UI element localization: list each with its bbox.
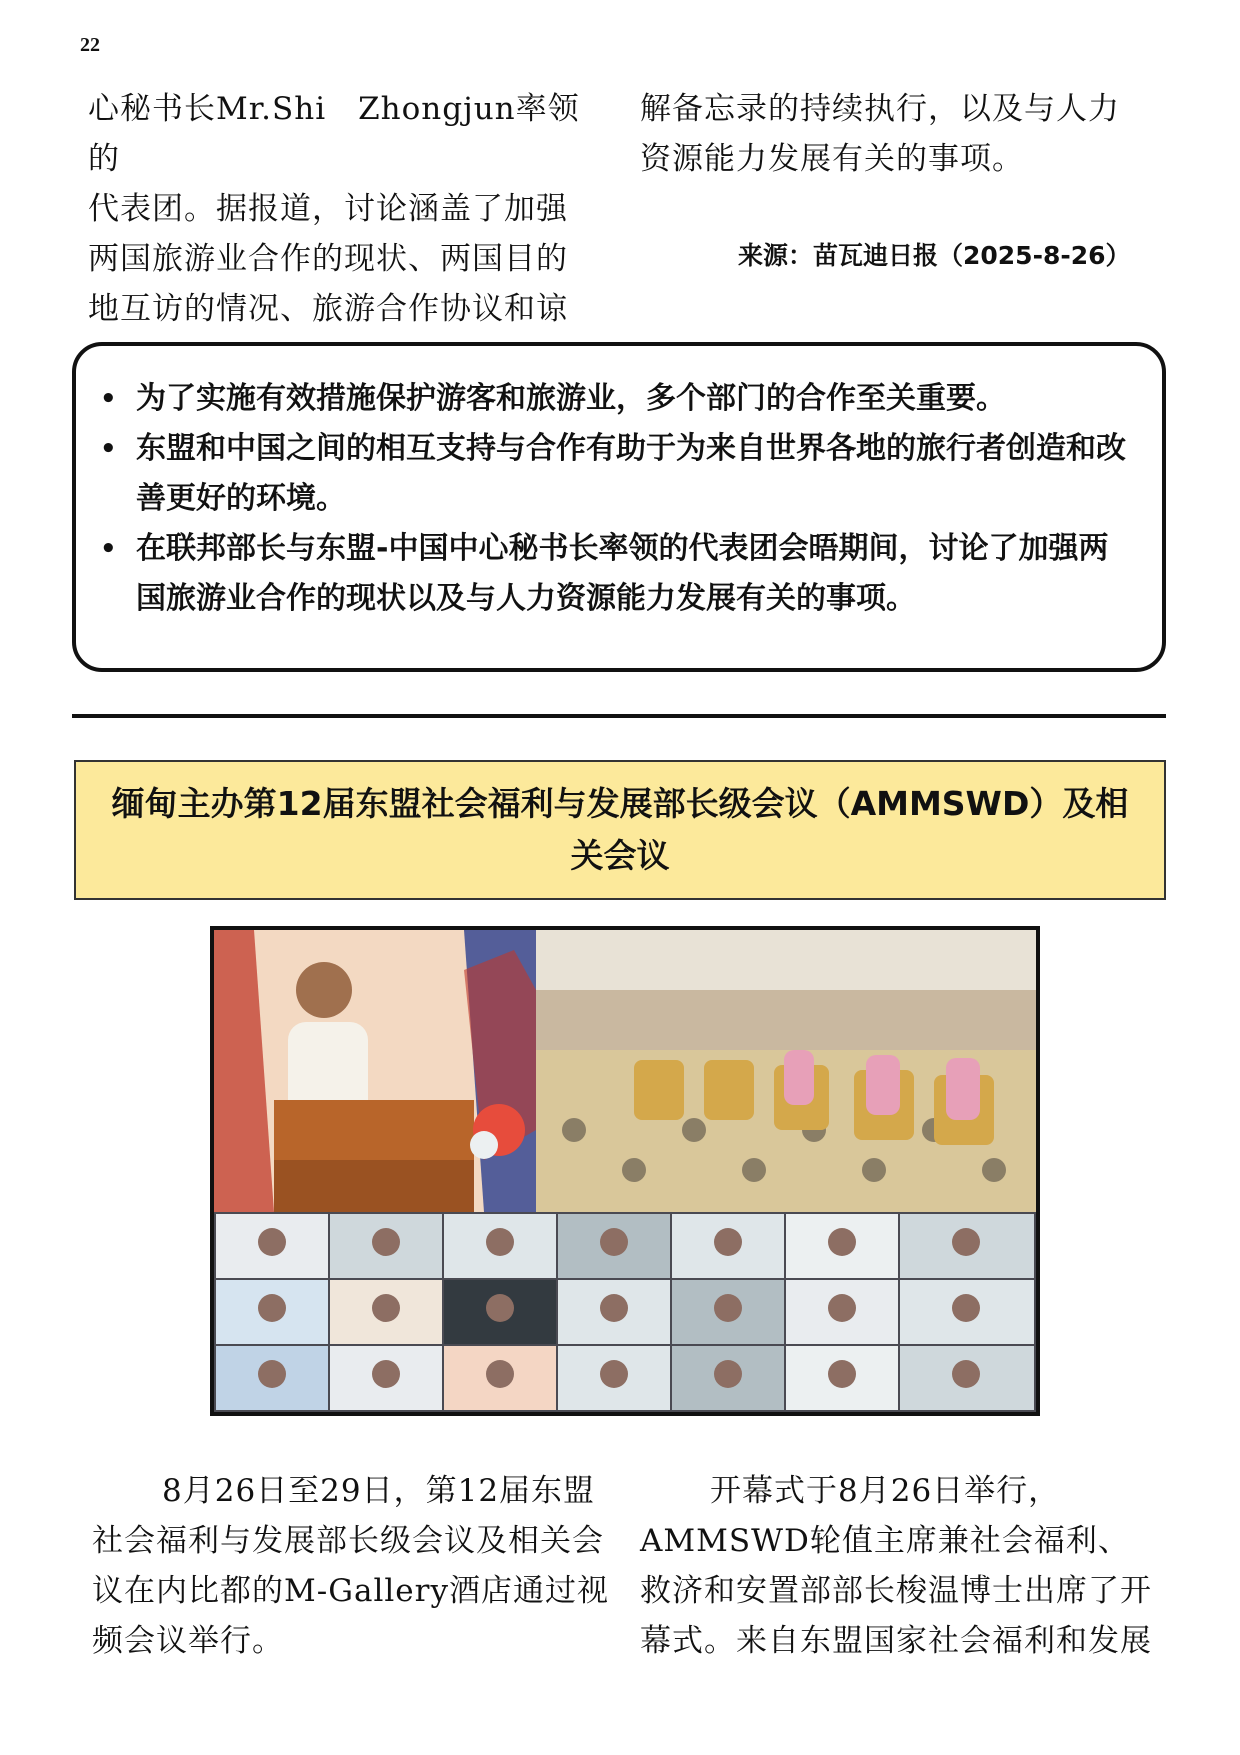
source-citation: 来源：苗瓦迪日报（2025-8-26） xyxy=(738,241,1131,270)
text-line: 解备忘录的持续执行，以及与人力 xyxy=(640,91,1120,127)
article-headline: 缅甸主办第12届东盟社会福利与发展部长级会议（AMMSWD）及相关会议 xyxy=(111,784,1129,875)
audience-rows xyxy=(536,990,1036,1050)
key-point-text: 在联邦部长与东盟-中国中心秘书长率领的代表团会晤期间，讨论了加强两国旅游业合作的现状以及与人力资源能力发展有关的事项。 xyxy=(136,531,1109,616)
text-line: 地互访的情况、旅游合作协议和谅 xyxy=(88,291,568,327)
key-point-item xyxy=(100,524,1136,624)
bullet-icon: • xyxy=(100,434,117,464)
article-right-column xyxy=(640,1466,1160,1666)
meeting-photo-illustration xyxy=(214,930,1036,1412)
text-line: 代表团。据报道，讨论涵盖了加强 xyxy=(88,191,568,227)
article-paragraph: 开幕式于8月26日举行，AMMSWD轮值主席兼社会福利、救济和安置部部长梭温博士出席了开幕式。来自东盟国家社会福利和发展 xyxy=(640,1473,1152,1659)
podium xyxy=(274,1100,474,1160)
speaker-head xyxy=(296,962,352,1018)
text-line: 两国旅游业合作的现状、两国目的 xyxy=(88,241,568,277)
continuation-right-column xyxy=(640,84,1160,184)
bullet-icon: • xyxy=(100,384,117,414)
podium-base xyxy=(274,1160,474,1212)
meeting-photo xyxy=(210,926,1040,1416)
key-point-text: 东盟和中国之间的相互支持与合作有助于为来自世界各地的旅行者创造和改善更好的环境。 xyxy=(136,431,1126,516)
article-paragraph: 8月26日至29日，第12届东盟社会福利与发展部长级会议及相关会议在内比都的M-Gallery酒店通过视频会议举行。 xyxy=(92,1473,609,1659)
article-left-column xyxy=(92,1466,612,1666)
bullet-icon: • xyxy=(100,534,117,564)
key-points-box xyxy=(72,342,1166,672)
text-line: 心秘书长Mr.Shi Zhongjun率领的 xyxy=(88,91,580,177)
headline-banner xyxy=(74,760,1166,900)
key-point-item xyxy=(100,374,1136,424)
key-points-list xyxy=(100,374,1136,624)
section-divider xyxy=(72,714,1166,718)
key-point-item xyxy=(100,424,1136,524)
flower-arrangement xyxy=(470,1131,498,1159)
continuation-left-column xyxy=(88,84,608,334)
key-point-text: 为了实施有效措施保护游客和旅游业，多个部门的合作至关重要。 xyxy=(136,381,1006,416)
page-number: 22 xyxy=(80,34,100,56)
text-line: 资源能力发展有关的事项。 xyxy=(640,141,1024,177)
